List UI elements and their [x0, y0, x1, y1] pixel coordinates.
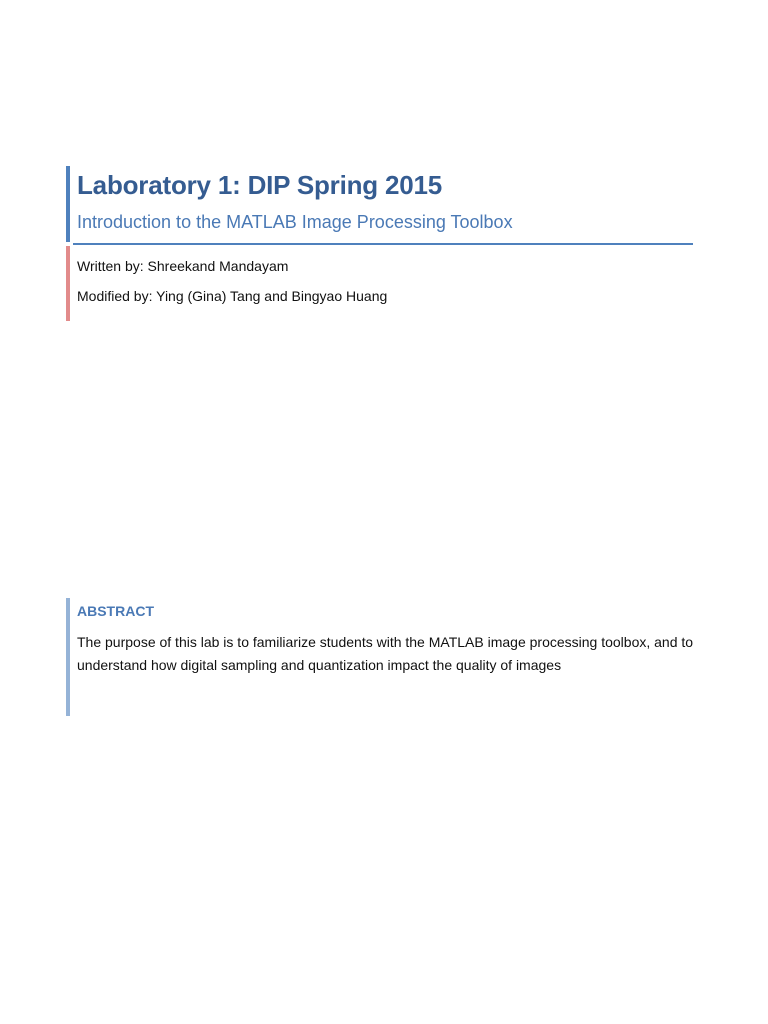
modified-by-line: Modified by: Ying (Gina) Tang and Bingyao Huang: [77, 288, 388, 304]
title-divider: [73, 243, 693, 245]
abstract-heading: ABSTRACT: [77, 603, 154, 619]
abstract-accent-bar: [66, 598, 70, 716]
author-accent-bar: [66, 246, 70, 321]
written-by-line: Written by: Shreekand Mandayam: [77, 258, 289, 274]
abstract-block: [66, 598, 706, 716]
document-subtitle: Introduction to the MATLAB Image Processing Toolbox: [77, 212, 513, 232]
document-title: Laboratory 1: DIP Spring 2015: [77, 170, 443, 200]
title-accent-bar: [66, 166, 70, 242]
abstract-body: The purpose of this lab is to familiarize students with the MATLAB image processing toolbox, and to understand how digital sampling and quantization impact the quality of images: [77, 634, 694, 673]
